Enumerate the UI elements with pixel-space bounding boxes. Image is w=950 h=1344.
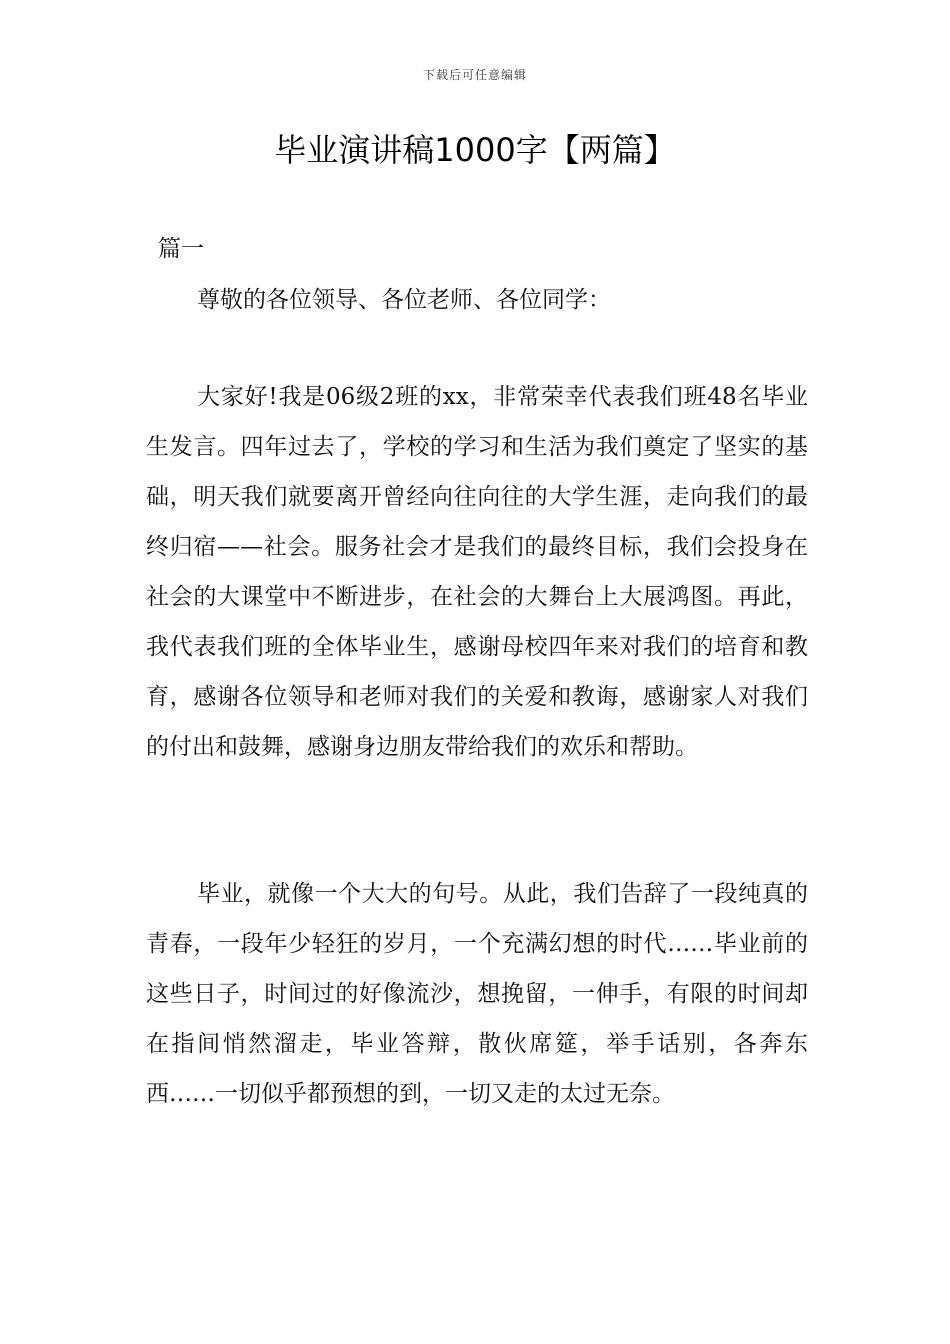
section-label: 篇一 <box>158 236 204 262</box>
salutation: 尊敬的各位领导、各位老师、各位同学： <box>197 287 611 313</box>
document-title: 毕业演讲稿1000字【两篇】 <box>274 131 676 169</box>
body-paragraph: 毕业，就像一个大大的句号。从此，我们告辞了一段纯真的青春，一段年少轻狂的岁月，一个充满幻想的时代……毕业前的这些日子，时间过的好像流沙，想挽留，一伸手，有限的时间却在指间悄然溜走，毕业答辩，散伙席筵，举手话别，各奔东西……一切似乎都预想的到，一切又走的太过无奈。 <box>146 881 808 1107</box>
body-paragraph: 大家好!我是06级2班的xx，非常荣幸代表我们班48名毕业生发言。四年过去了，学校的学习和生活为我们奠定了坚实的基础，明天我们就要离开曾经向往向往的大学生涯，走向我们的最终归宿——社会。服务社会才是我们的最终目标，我们会投身在社会的大课堂中不断进步，在社会的大舞台上大展鸿图。再此，我代表我们班的全体毕业生，感谢母校四年来对我们的培育和教育，感谢各位领导和老师对我们的关爱和教诲，感谢家人对我们的付出和鼓舞，感谢身边朋友带给我们的欢乐和帮助。 <box>146 384 808 760</box>
header-note: 下载后可任意编辑 <box>422 68 527 82</box>
